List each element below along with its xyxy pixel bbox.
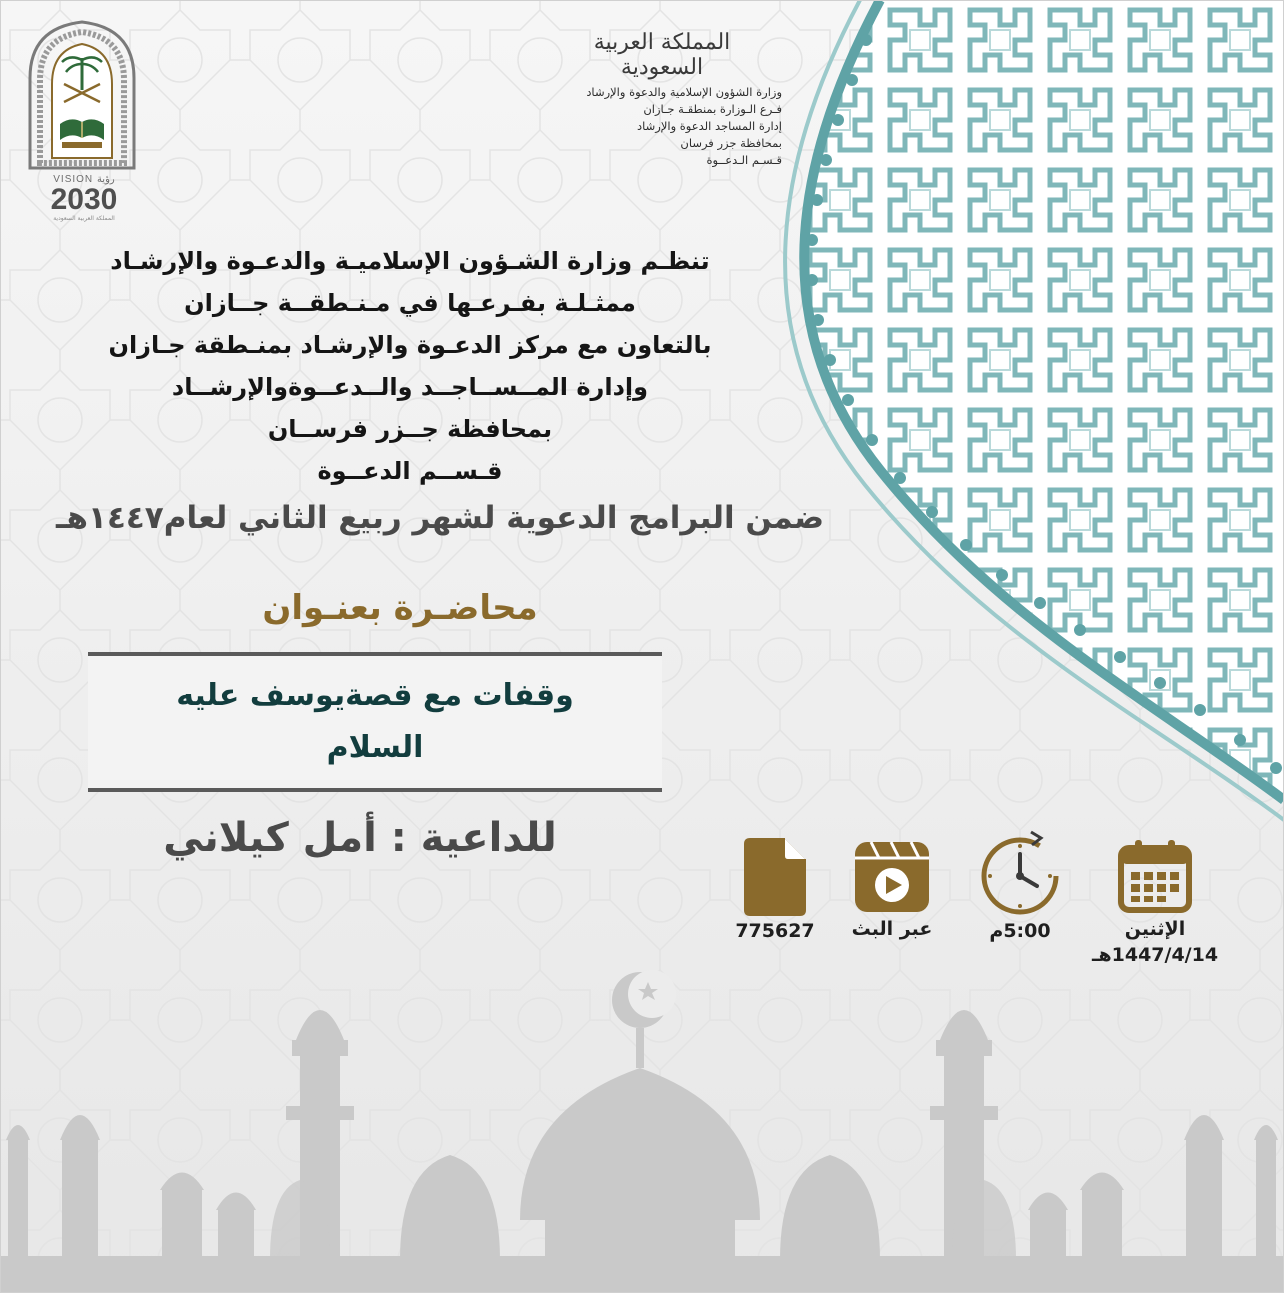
lecture-title — [165, 670, 585, 774]
file-icon — [740, 836, 810, 918]
date-info — [1080, 836, 1230, 968]
organizer-line-4: وإدارة المــســاجــد والــدعــوةوالإرشــاد — [171, 373, 649, 401]
time-label: 5:00م — [989, 920, 1051, 942]
date-label: 1447/4/14هـ — [1091, 944, 1219, 966]
vision-year: 2030 — [50, 183, 118, 216]
organizer-line-3: بالتعاون مع مركز الدعـوة والإرشـاد بمنـطقة جـازان — [108, 331, 712, 359]
vision-sub: المملكة العربية السعودية — [53, 215, 115, 222]
header-line-4: بمحافظة جزر فرسان — [680, 136, 782, 150]
code-info — [720, 836, 830, 944]
time-info — [960, 826, 1080, 944]
vision-2030-logo — [38, 174, 130, 234]
header-line-2: فـرع الـوزارة بمنطقـة جـازان — [643, 102, 782, 116]
ministry-emblem-icon — [22, 18, 142, 170]
ministry-header — [520, 30, 782, 169]
stream-label: عبر البث — [851, 918, 933, 940]
lecture-title-box — [88, 652, 662, 792]
day-label: الإثنين — [1124, 918, 1186, 940]
crescent-star-icon — [612, 970, 676, 1028]
lecture-title-line-1: وقفات مع قصةيوسف عليه — [176, 678, 574, 713]
organizer-line-1: تنظـم وزارة الشـؤون الإسلاميـة والدعـوة والإرشـاد — [110, 247, 710, 275]
video-play-icon — [851, 836, 933, 916]
code-label: 775627 — [735, 920, 815, 942]
organizer-block — [60, 240, 760, 492]
header-line-5: قـسـم الـدعــوة — [706, 153, 782, 167]
organizer-line-5: بمحافظة جــزر فرســان — [267, 415, 553, 443]
organizer-line-6: قـســم الدعــوة — [317, 457, 503, 485]
header-line-1: وزارة الشؤون الإسلامية والدعوة والإرشاد — [586, 85, 782, 99]
organizer-line-2: ممثـلـة بفـرعـها في مـنـطقــة جــازان — [184, 289, 636, 317]
calendar-icon — [1115, 836, 1195, 916]
lecture-label: محاضـرة بعنـوان — [262, 588, 538, 628]
vision-label: VISION رؤية — [53, 174, 115, 185]
header-line-3: إدارة المساجد الدعوة والإرشاد — [637, 119, 782, 133]
program-line: ضمن البرامج الدعوية لشهر ربيع الثاني لعام١٤٤٧هـ — [55, 500, 825, 536]
speaker-name: للداعية : أمل كيلاني — [163, 815, 557, 861]
clock-icon — [975, 826, 1065, 918]
lecture-title-line-2: السلام — [326, 730, 424, 765]
mosque-silhouette — [0, 960, 1284, 1293]
stream-info — [832, 836, 952, 942]
kingdom-title: المملكة العربية السعودية — [593, 30, 731, 80]
